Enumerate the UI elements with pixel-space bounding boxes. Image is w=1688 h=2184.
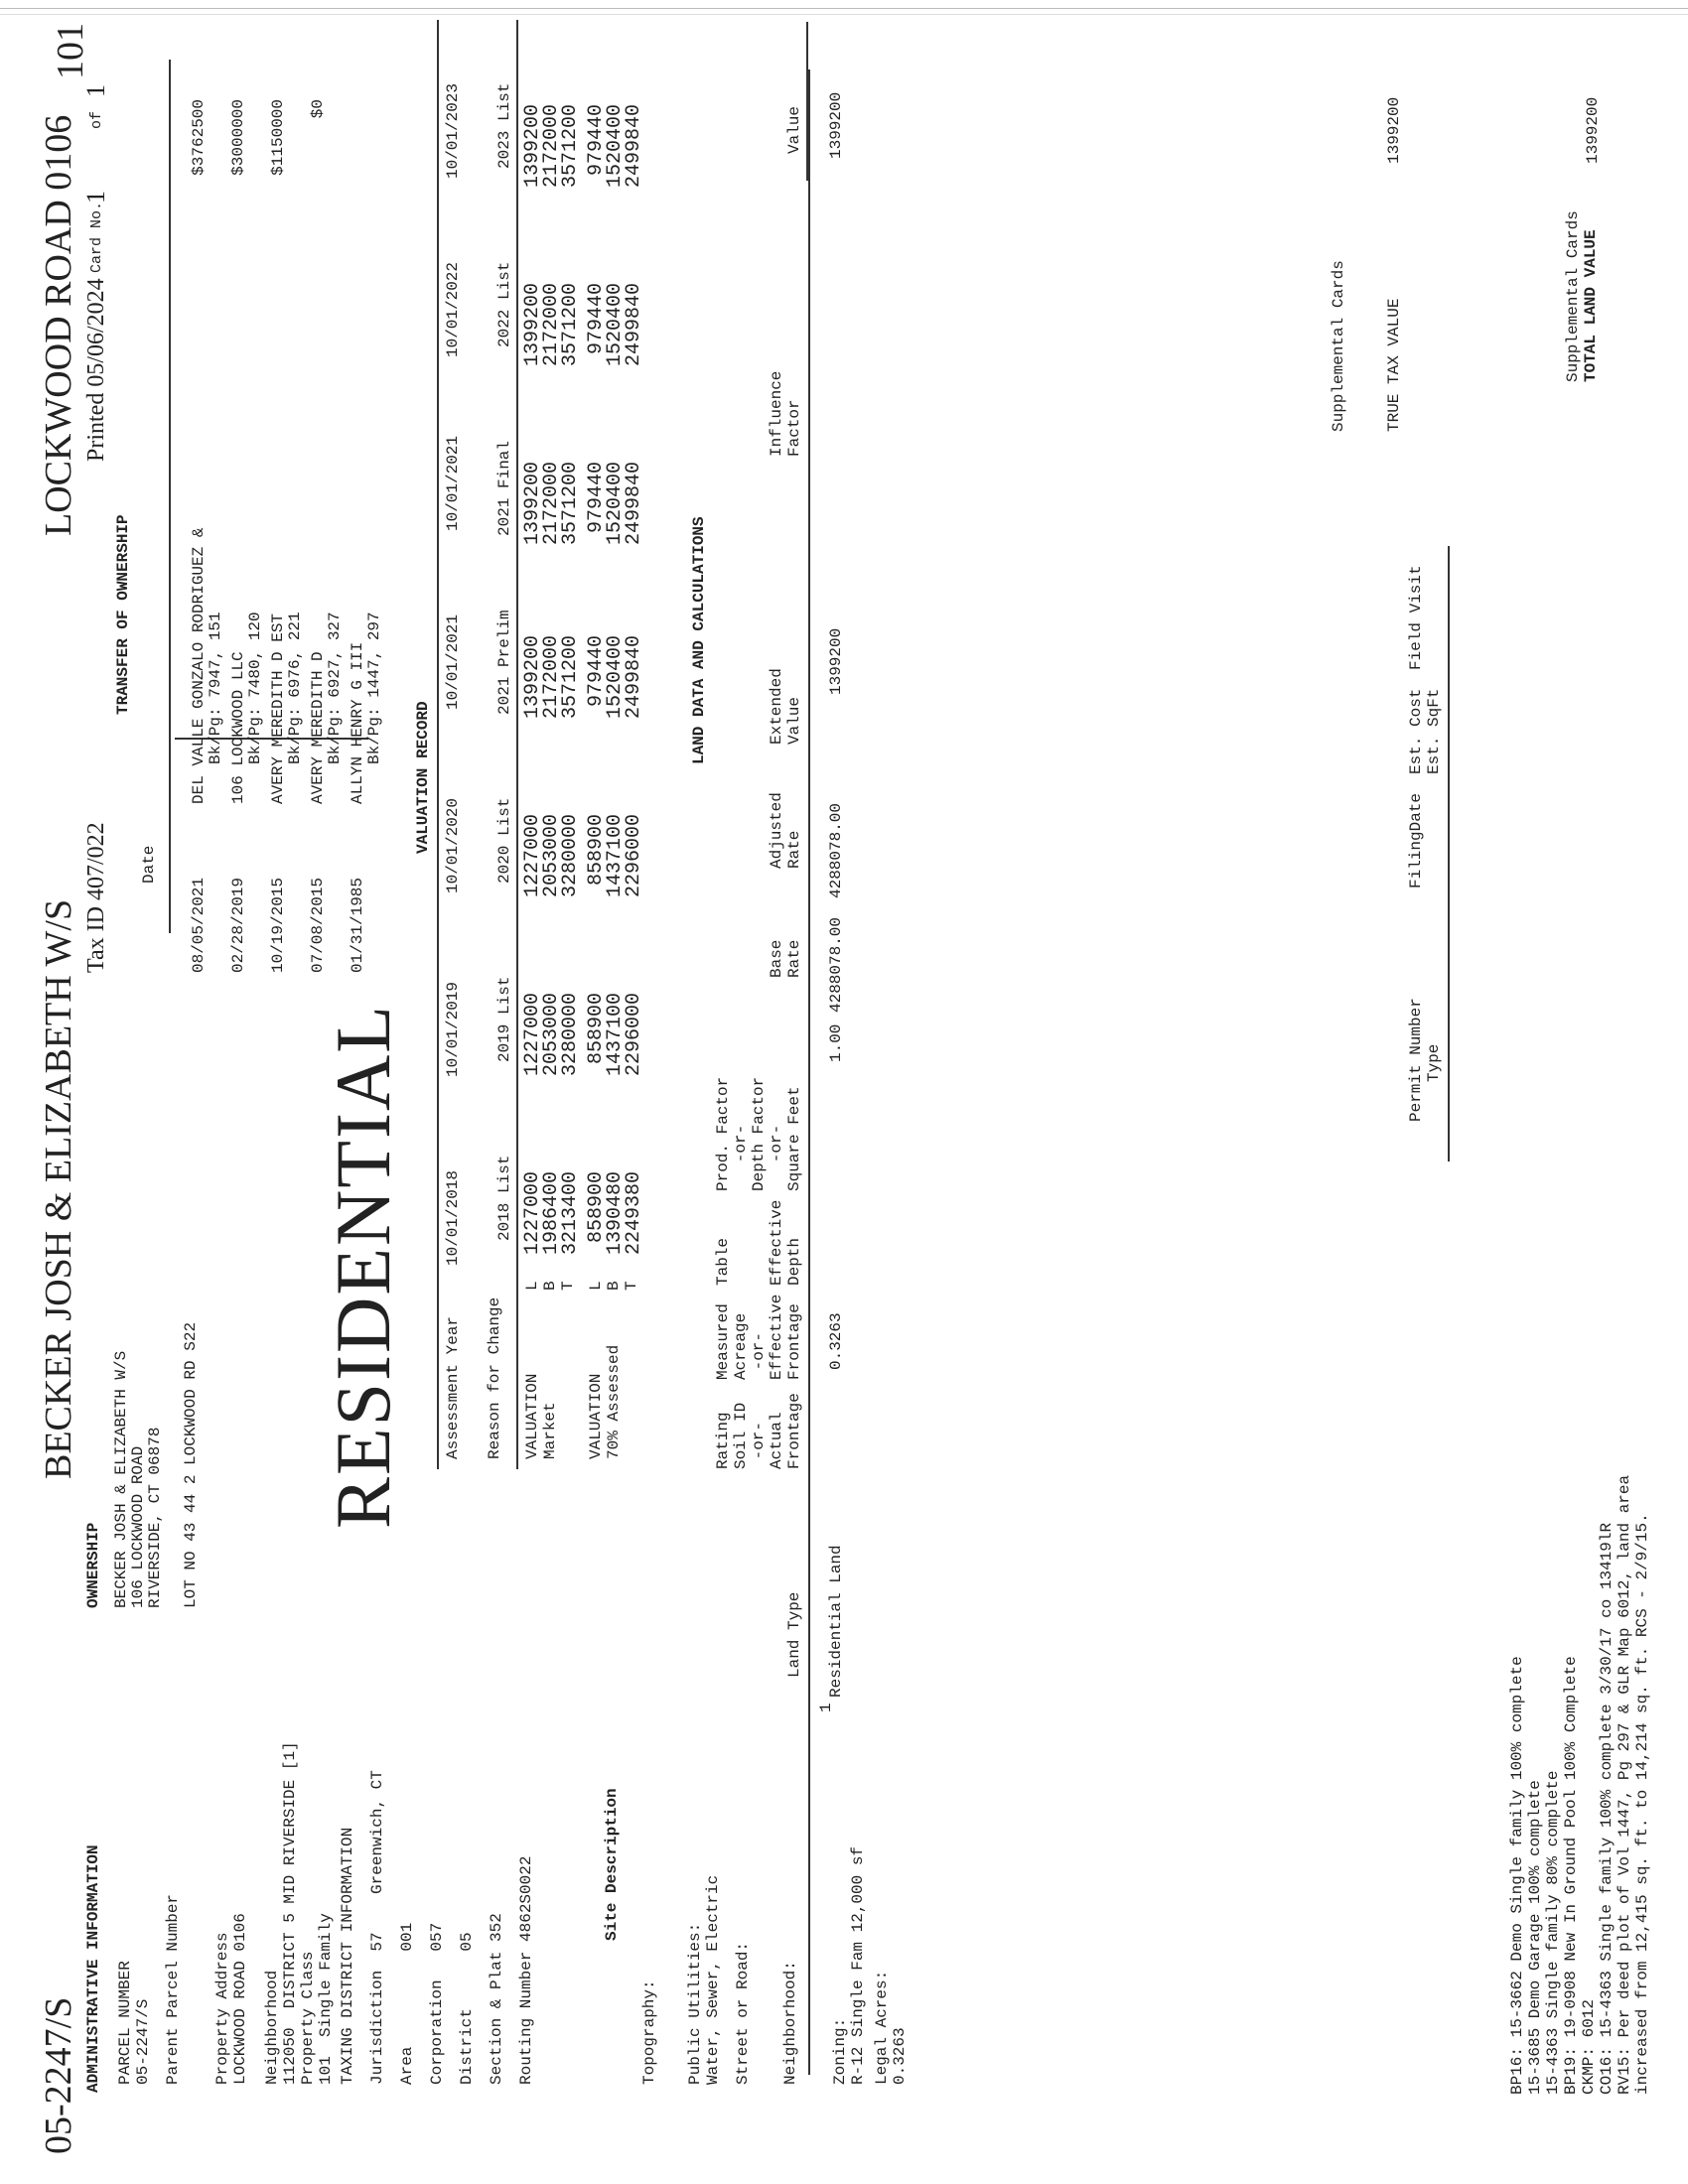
note-line: RV15: Per deed plot of Vol 1447, Pg 297 & GLR Map 6012, land area [1616,1474,1633,2095]
owner-line-3: RIVERSIDE, CT 06878 [146,1427,164,1608]
of-label: of [88,110,105,129]
admin-title: ADMINISTRATIVE INFORMATION [84,1844,102,2093]
corporation: Corporation 057 [428,1922,446,2085]
reason-for-change: 2020 List [495,797,513,884]
land-row-measured: 0.3263 [827,1312,845,1370]
assessed-building: 1520400 [604,283,627,367]
property-address-value: LOCKWOOD ROAD 0106 [231,1913,249,2085]
assessed-total: 2499840 [623,104,645,189]
permit-number-label: Permit Number [1407,998,1425,1122]
utilities-value: Water, Sewer, Electric [704,1874,722,2085]
reason-for-change: 2023 List [495,82,513,169]
row-code: T [623,1281,640,1291]
assessment-year: 10/01/2018 [444,1169,462,1266]
topography-label: Topography: [640,1979,658,2085]
extended-value-header: Extended Value [768,668,803,745]
lot-description: LOT NO 43 44 2 LOCKWOOD RD S22 [182,1321,200,1608]
transfer-name: ALLYN HENRY G III [349,641,366,804]
reason-for-change: 2019 List [495,976,513,1062]
market-label-2: Market [541,1402,559,1459]
market-building: 1986400 [540,1171,563,1256]
legal-acres-label: Legal Acres: [873,1970,891,2085]
note-line: CKMP: 6012 [1580,1998,1598,2095]
market-land: 1227000 [521,1171,544,1256]
land-data-title: LAND DATA AND CALCULATIONS [690,516,708,764]
market-label-1: VALUATION [523,1373,541,1459]
card-no-label: Card No. [88,201,105,273]
neighborhood-label: Neighborhood [263,1970,281,2085]
market-total: 3280000 [559,993,582,1077]
transfer-amount: $0 [309,99,327,119]
transfer-name: AVERY MEREDITH D EST [269,613,287,804]
owner-line-1: BECKER JOSH & ELIZABETH W/S [112,1350,130,1608]
assessed-label-1: VALUATION [587,1373,605,1459]
assessed-land: 979440 [585,462,608,534]
property-class-label: Property Class [299,1951,317,2085]
market-land: 1399200 [521,462,544,546]
true-tax-value: 1399200 [1385,96,1403,164]
true-tax-value-label: TRUE TAX VALUE [1385,298,1403,432]
reason-label: Reason for Change [486,1297,503,1459]
neighborhood-value: 112050 DISTRICT 5 MID RIVERSIDE [1] [281,1741,299,2085]
transfer-amount: $3762500 [190,99,208,176]
reason-for-change: 2021 Final [495,440,513,536]
assessment-year-label: Assessment Year [444,1315,462,1459]
adjusted-rate-header: Adjusted Rate [768,792,803,869]
parent-parcel-label: Parent Parcel Number [164,1893,182,2085]
market-building: 2053000 [540,993,563,1077]
assessment-year: 10/01/2019 [444,981,462,1077]
land-row-type: Residential Land [827,1545,845,1698]
transfer-date-label: Date [140,845,158,884]
transfer-date: 07/08/2015 [309,877,327,973]
transfer-amount: $3000000 [229,99,247,176]
taxing-district-title: TAXING DISTRICT INFORMATION [339,1827,356,2085]
assessed-total: 2296000 [623,993,645,1077]
note-line: BP19: 19-0908 New In Ground Pool 100% Complete [1562,1656,1580,2095]
card-no: 1 [81,191,110,204]
reason-for-change: 2021 Prelim [495,610,513,715]
note-line: 15-3685 Demo Garage 100% complete [1526,1780,1544,2095]
supplemental-cards-1: Supplemental Cards [1330,260,1347,432]
prod-factor-header: Prod. Factor -or- Depth Factor -or- Square Feet [714,1076,803,1191]
assessment-year: 10/01/2022 [444,261,462,357]
utilities-label: Public Utilities: [686,1922,704,2085]
filing-date-label: FilingDate [1407,792,1425,888]
transfer-book-page: Bk/Pg: 7480, 120 [246,612,264,764]
table-header: Table Effective Depth [714,1199,803,1286]
assessed-building: 1520400 [604,462,627,546]
zoning-label: Zoning: [831,2017,849,2085]
transfer-book-page: Bk/Pg: 1447, 297 [365,612,383,764]
row-code: B [605,1281,623,1291]
street-header: LOCKWOOD ROAD 0106 [38,114,79,536]
permit-rule [1448,546,1450,1161]
transfer-title: TRANSFER OF OWNERSHIP [114,514,132,715]
valuation-mid-rule [516,20,518,1469]
market-land: 1227000 [521,814,544,898]
assessment-year: 10/01/2020 [444,797,462,893]
assessed-land: 858900 [585,1171,608,1244]
land-header-rule [808,69,810,2075]
measured-header: Measured Acreage -or- Effective Frontage [714,1294,803,1380]
land-row-adjusted: 4288078.00 [827,802,845,898]
influence-factor-header: Influence Factor [768,370,803,457]
rating-header: Rating Soil ID -or- Actual Frontage [714,1393,803,1469]
market-building: 2053000 [540,814,563,898]
transfer-date: 10/19/2015 [269,877,287,973]
market-land: 1227000 [521,993,544,1077]
property-class-value: 101 Single Family [317,1913,335,2085]
permit-type-label: Type [1425,1043,1443,1082]
assessed-land: 858900 [585,814,608,887]
market-building: 2172000 [540,635,563,720]
jurisdiction: Jurisdiction 57 Greenwich, CT [368,1770,386,2085]
base-rate-header: Base Rate [768,939,803,978]
assessed-label-2: 70% Assessed [605,1344,623,1459]
reason-for-change: 2018 List [495,1155,513,1241]
assessed-total: 2499840 [623,635,645,720]
assessment-year: 10/01/2021 [444,614,462,710]
market-building: 2172000 [540,104,563,189]
transfer-date: 08/05/2021 [190,877,208,973]
printed-date: Printed 05/06/2024 [83,278,109,462]
value-header: Value [785,105,803,154]
field-visit-label: Field Visit [1407,565,1425,670]
market-total: 3571200 [559,283,582,367]
land-row-factor: 1.00 [827,1024,845,1062]
est-cost-label: Est. Cost [1407,688,1425,774]
transfer-date: 01/31/1985 [349,877,366,973]
transfer-name: AVERY MEREDITH D [309,651,327,804]
assessed-building: 1437100 [604,814,627,898]
land-row-extended: 1399200 [827,627,845,695]
assessed-land: 858900 [585,993,608,1065]
residential-stamp: RESIDENTIAL [320,1004,406,1529]
site-description-title: Site Description [603,1788,621,1941]
land-type-header: Land Type [785,1591,803,1678]
parcel-number-header: 05-2247/S [38,1996,79,2154]
market-total: 3280000 [559,814,582,898]
row-code: B [541,1281,559,1291]
transfer-book-page: Bk/Pg: 6927, 327 [326,612,344,764]
market-total: 3571200 [559,635,582,720]
note-line: BP16: 15-3662 Demo Single family 100% complete [1508,1656,1526,2095]
market-land: 1399200 [521,635,544,720]
zoning-value: R-12 Single Fam 12,000 sf [849,1845,867,2085]
assessed-land: 979440 [585,283,608,355]
valuation-title: VALUATION RECORD [414,701,432,854]
note-line: increased from 12,415 sq. ft. to 14,214 sq. ft. RCS - 2/9/15. [1633,1513,1651,2095]
market-land: 1399200 [521,283,544,367]
transfer-name: 106 LOCKWOOD LLC [229,651,247,804]
assessed-building: 1437100 [604,993,627,1077]
of-total: 1 [81,84,110,97]
reason-for-change: 2022 List [495,261,513,347]
note-line: CO16: 15-4363 Single family 100% complete 3/30/17 co 13419lR [1598,1522,1616,2095]
section-plat: Section & Plat 352 [488,1913,505,2085]
assessed-land: 979440 [585,635,608,708]
market-total: 3571200 [559,462,582,546]
assessed-total: 2249380 [623,1171,645,1256]
row-code: T [559,1281,577,1291]
market-building: 2172000 [540,462,563,546]
transfer-book-page: Bk/Pg: 6976, 221 [286,612,304,764]
supplemental-cards-2: Supplemental Cards [1564,210,1582,382]
transfer-book-page: Bk/Pg: 7947, 151 [207,612,224,764]
owner-name-header: BECKER JOSH & ELIZABETH W/S [38,898,79,1479]
total-land-value: 1399200 [1584,96,1602,164]
assessed-total: 2499840 [623,462,645,546]
transfer-date: 02/28/2019 [229,877,247,973]
page-number: 101 [50,23,91,79]
assessed-total: 2499840 [623,283,645,367]
tax-id: Tax ID 407/022 [83,822,109,973]
ownership-title: OWNERSHIP [84,1522,102,1608]
area: Area 001 [398,1922,416,2085]
land-row-base: 4288078.00 [827,916,845,1013]
note-line: 15-4363 Single family 80% complete [1544,1770,1562,2095]
assessed-building: 1390480 [604,1171,627,1256]
market-total: 3213400 [559,1171,582,1256]
assessed-land: 979440 [585,104,608,177]
total-land-value-label: TOTAL LAND VALUE [1582,229,1600,382]
value-rule [806,22,808,181]
routing-number: Routing Number 4862S0022 [517,1855,535,2085]
market-land: 1399200 [521,104,544,189]
valuation-top-rule [437,20,439,1469]
legal-acres-value: 0.3263 [891,2027,909,2085]
assessed-total: 2296000 [623,814,645,898]
street-road-label: Street or Road: [734,1941,752,2085]
market-total: 3571200 [559,104,582,189]
transfer-name: DEL VALLE GONZALO RODRIGUEZ & [190,527,208,804]
land-row-number: 1 [817,1703,835,1712]
assessed-building: 1520400 [604,635,627,720]
parcel-number-value: 05-2247/S [134,1998,152,2085]
est-sqft-label: Est. SqFt [1425,688,1443,774]
property-address-label: Property Address [213,1932,231,2085]
land-row-value: 1399200 [827,91,845,159]
assessment-year: 10/01/2023 [444,82,462,179]
site-neighborhood-label: Neighborhood: [781,1961,799,2085]
row-code: L [523,1281,541,1291]
owner-line-2: 106 LOCKWOOD ROAD [129,1445,147,1608]
transfer-amount: $1150000 [269,99,287,176]
transfer-rule [169,60,171,933]
parcel-number-label: PARCEL NUMBER [116,1961,134,2085]
district: District 05 [458,1932,476,2085]
assessment-year: 10/01/2021 [444,435,462,531]
row-code: L [587,1281,605,1291]
assessed-building: 1520400 [604,104,627,189]
market-building: 2172000 [540,283,563,367]
